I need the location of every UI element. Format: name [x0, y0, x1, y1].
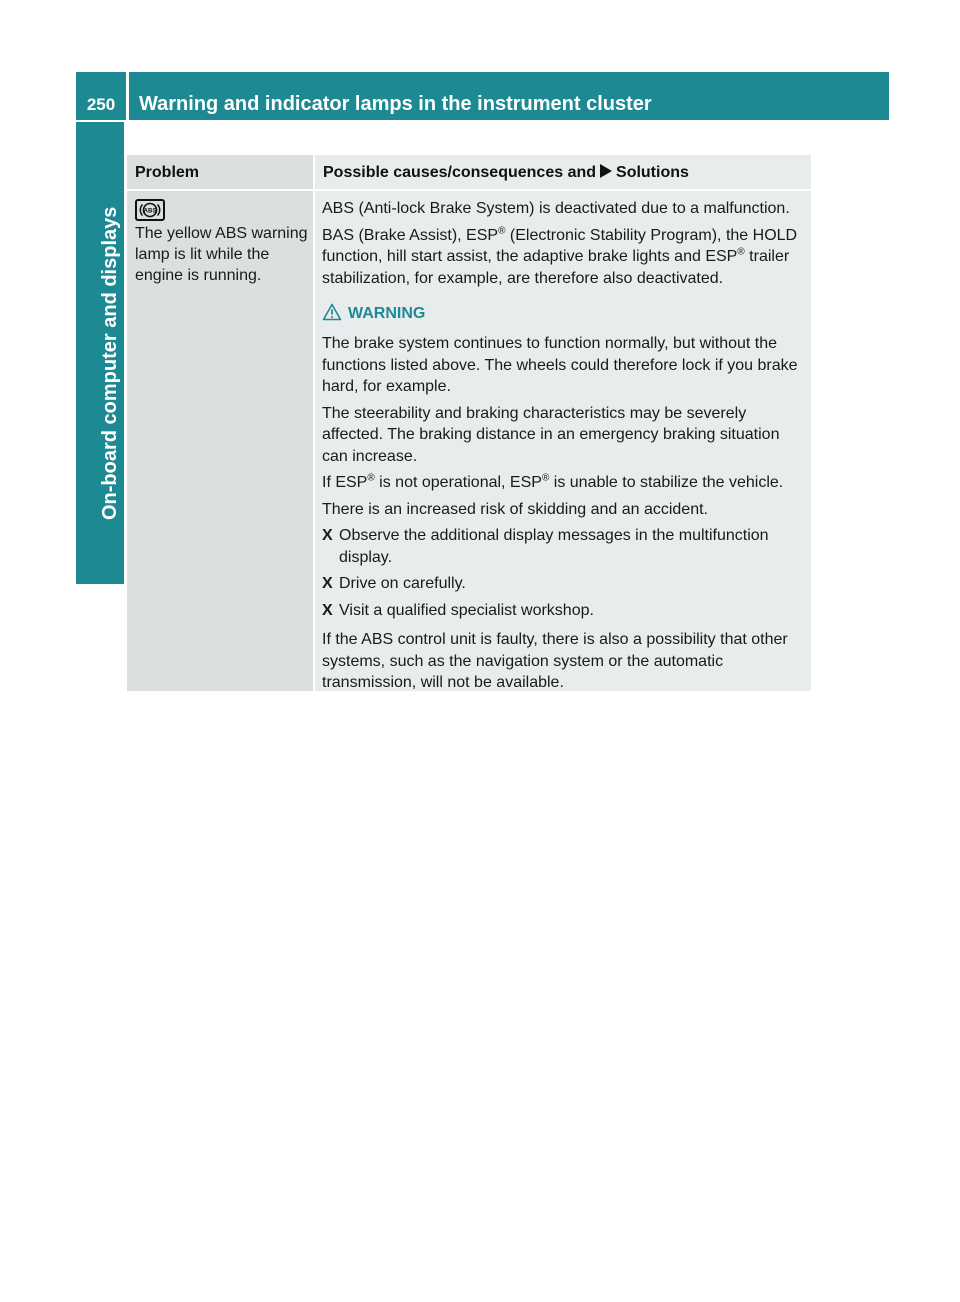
arrow-right-icon [600, 164, 612, 178]
header-divider [126, 72, 129, 120]
step-marker-icon: X [322, 527, 333, 544]
abs-warning-lamp-icon [135, 199, 165, 221]
consequence-text-b: (Electronic Stability Program), the HOLD function, hill start assist, the adaptive brake lights and ESP [322, 226, 798, 265]
page-title: Warning and indicator lamps in the instrument cluster [139, 93, 652, 115]
registered-mark: ® [541, 472, 550, 484]
page-number: 250 [86, 95, 116, 114]
warning-text-3c: is unable to stabilize the vehicle. [549, 474, 784, 491]
cause-paragraph: ABS (Anti-lock Brake System) is deactivated due to a malfunction. [322, 200, 790, 217]
consequence-text-a: BAS (Brake Assist), ESP [322, 226, 499, 244]
warning-text-1: The brake system continues to function normally, but without the functions listed above. The wheels could therefore lock if you brake hard, for example. [322, 335, 798, 395]
section-tab-label: On-board computer and displays [99, 206, 121, 520]
warning-text-4: There is an increased risk of skidding and an accident. [322, 500, 708, 518]
action-step [322, 600, 804, 622]
solutions-content [322, 198, 804, 699]
action-step [322, 573, 804, 595]
registered-mark: ® [737, 246, 745, 258]
solutions-header-tail: Solutions [616, 164, 689, 181]
problem-description: The yellow ABS warning lamp is lit while the engine is running. [135, 225, 308, 284]
step-marker-icon: X [322, 575, 333, 592]
final-note: If the ABS control unit is faulty, there is also a possibility that other systems, such as the navigation system or the automatic transmission, will not be available. [322, 631, 788, 691]
consequence-text-c: trailer stabilization, for example, are therefore also deactivated. [322, 248, 790, 287]
header-separator [127, 189, 811, 191]
step-text: Visit a qualified specialist workshop. [339, 601, 594, 619]
solutions-header [323, 155, 689, 189]
action-step [322, 525, 804, 568]
svg-text:ABS: ABS [143, 208, 157, 215]
warning-heading [322, 303, 804, 325]
step-marker-icon: X [322, 601, 333, 619]
warning-text-3a: If ESP [322, 474, 368, 491]
warning-text-3 [322, 472, 804, 494]
step-text: Observe the additional display messages in the multifunction display. [339, 527, 769, 566]
consequence-paragraph [322, 225, 804, 290]
problem-solution-table [127, 155, 811, 691]
solutions-header-lead: Possible causes/consequences and [323, 164, 597, 181]
warning-text-3b: is not operational, ESP [374, 474, 542, 491]
registered-mark: ® [498, 225, 506, 237]
registered-mark: ® [367, 472, 375, 484]
warning-triangle-icon [322, 303, 342, 321]
page-header [76, 72, 889, 120]
step-text: Drive on carefully. [339, 575, 466, 592]
warning-label: WARNING [348, 305, 426, 322]
problem-header: Problem [135, 164, 200, 181]
warning-text-2: The steerability and braking characteristics may be severely affected. The braking distance in an emergency braking situation can increase. [322, 404, 780, 465]
